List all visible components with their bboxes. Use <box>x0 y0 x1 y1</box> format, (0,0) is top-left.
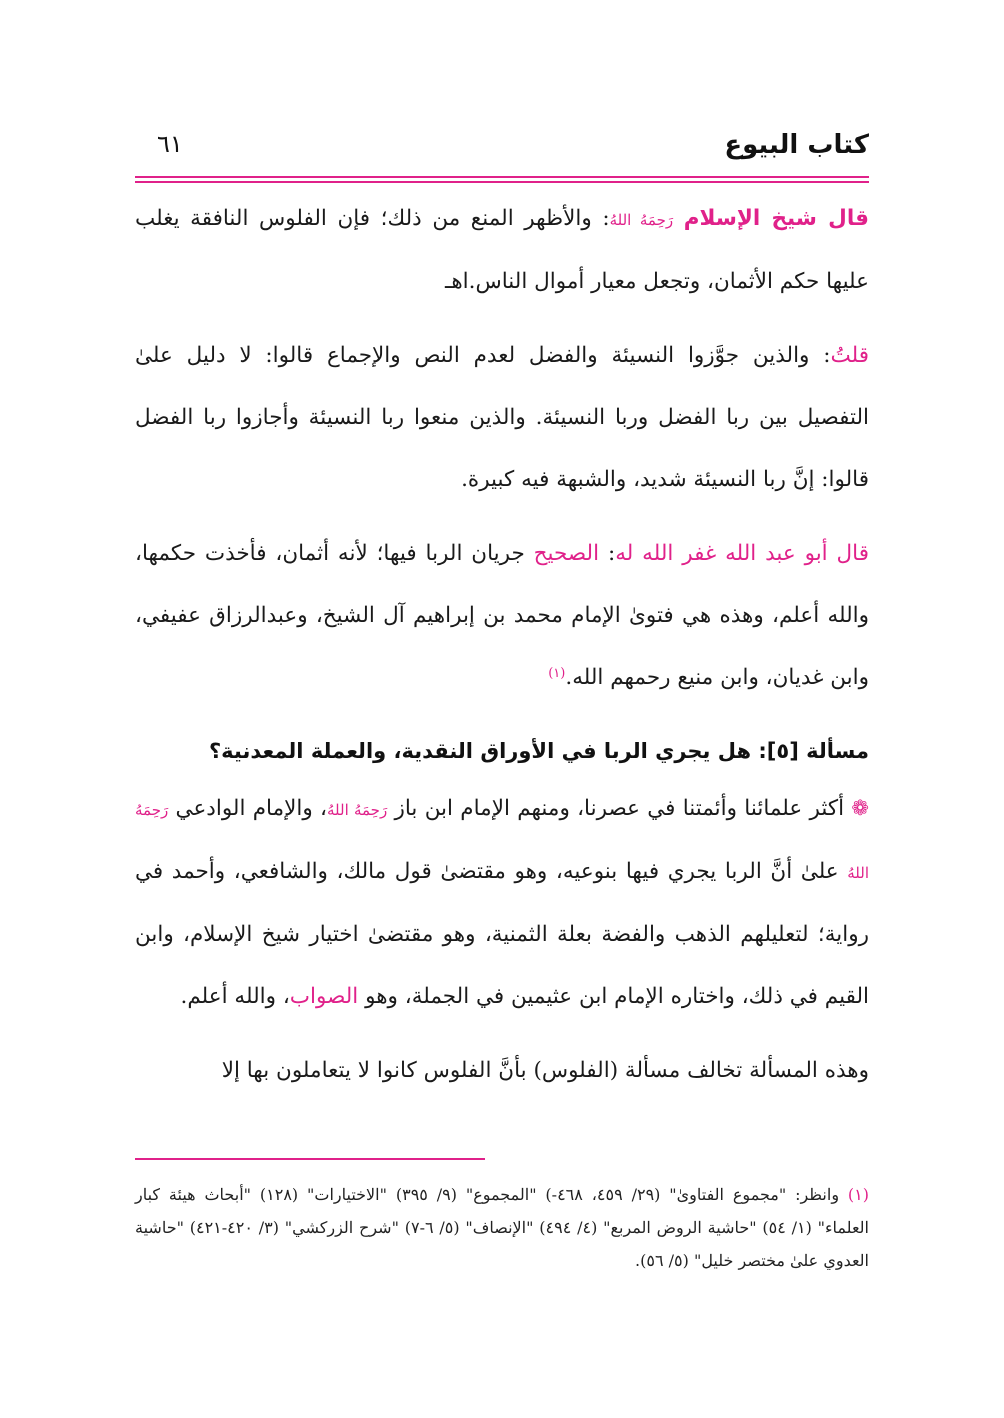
header-rule-bottom <box>135 181 869 183</box>
paragraph-author-verdict: قال أبو عبد الله غفر الله له: الصحيح جريان الربا فيها؛ لأنه أثمان، فأخذت حكمها، والله أعلم، وهذه هي فتوىٰ الإمام محمد بن إبراهيم آل الشيخ، وعبدالرزاق عفيفي، وابن غديان، وابن منيع رحمهم الله.$^{(١)}$ <box>135 541 869 690</box>
footnote <box>135 1178 869 1277</box>
speaker-label: قال شيخ الإسلام <box>683 206 869 231</box>
paragraph-closing <box>135 1040 869 1102</box>
footnote-text: وانظر: "مجموع الفتاوىٰ" (٢٩/ ٤٥٩، ٤٦٨-) "المجموع" (٩/ ٣٩٥) "الاختيارات" (١٢٨) "أبحاث هيئة كبار العلماء" (١/ ٥٤) "حاشية الروض المربع" (٤/ ٤٩٤) "الإنصاف" (٥/ ٦-٧) "شرح الزركشي" (٣/ ٤٢٠-٤٢١) "حاشية العدوي علىٰ مختصر خليل" (٥/ ٥٦). <box>135 1185 870 1270</box>
verdict-word: الصحيح <box>533 541 600 566</box>
footnote-reference[interactable]: (١) <box>548 666 566 681</box>
honorific-mark: رَحِمَهُ اللهُ <box>609 211 674 229</box>
question-label: مسألة [٥]: <box>758 739 869 763</box>
chapter-title: كتاب البيوع <box>724 130 869 160</box>
page-number: ٦١ <box>157 130 183 158</box>
running-header <box>135 128 869 168</box>
author-lead: قلتُ <box>830 343 869 368</box>
honorific-mark: رَحِمَهُ اللهُ <box>135 801 869 882</box>
footnote-rule <box>135 1158 485 1160</box>
question-heading <box>135 725 869 777</box>
page-body <box>135 188 869 1102</box>
paragraph-text: : والأظهر المنع من ذلك؛ فإن الفلوس النافقة يغلب عليها حكم الأثمان، وتجعل معيار أموال الناس.اهـ <box>135 206 869 294</box>
question-title: هل يجري الربا في الأوراق النقدية، والعملة المعدنية؟ <box>208 739 759 763</box>
flower-icon: ❁ <box>851 796 869 820</box>
footnote-number: (١) <box>847 1185 870 1204</box>
paragraph-text: : والذين جوَّزوا النسيئة والفضل لعدم النص والإجماع قالوا: لا دليل علىٰ التفصيل بين ربا الفضل وربا النسيئة. والذين منعوا ربا النسيئة وأجازوا ربا الفضل قالوا: إنَّ ربا النسيئة شديد، والشبهة فيه كبيرة. <box>135 343 869 492</box>
paragraph-text: جريان الربا فيها؛ لأنه أثمان، فأخذت حكمها، والله أعلم، وهذه هي فتوىٰ الإمام محمد بن إبراهيم آل الشيخ، وعبدالرزاق عفيفي، وابن غديان، وابن منيع رحمهم الله. <box>135 541 869 690</box>
paragraph-text: وهذه المسألة تخالف مسألة (الفلوس) بأنَّ الفلوس كانوا لا يتعاملون بها إلا <box>221 1058 869 1083</box>
honorific-mark: رَحِمَهُ اللهُ <box>326 801 388 819</box>
header-rule-top <box>135 176 869 178</box>
paragraph-author-comment <box>135 325 869 511</box>
paragraph-shaykh-quote <box>135 188 869 313</box>
paragraph-answer: ❁ أكثر علمائنا وأئمتنا في عصرنا، ومنهم الإمام ابن باز رَحِمَهُ اللهُ، والإمام الوادعي رَحِمَهُ اللهُ علىٰ أنَّ الربا يجري فيها بنوعيه، وهو مقتضىٰ قول مالك، والشافعي، وأحمد في رواية؛ لتعليلهم الذهب والفضة بعلة الثمنية، وهو مقتضىٰ اختيار شيخ الإسلام، وابن القيم في ذلك، واختاره الإمام ابن عثيمين في الجملة، وهو الصواب، والله أعلم. <box>135 796 869 1009</box>
verdict-word: الصواب <box>289 984 359 1009</box>
author-lead: قال أبو عبد الله غفر الله له <box>615 541 869 566</box>
